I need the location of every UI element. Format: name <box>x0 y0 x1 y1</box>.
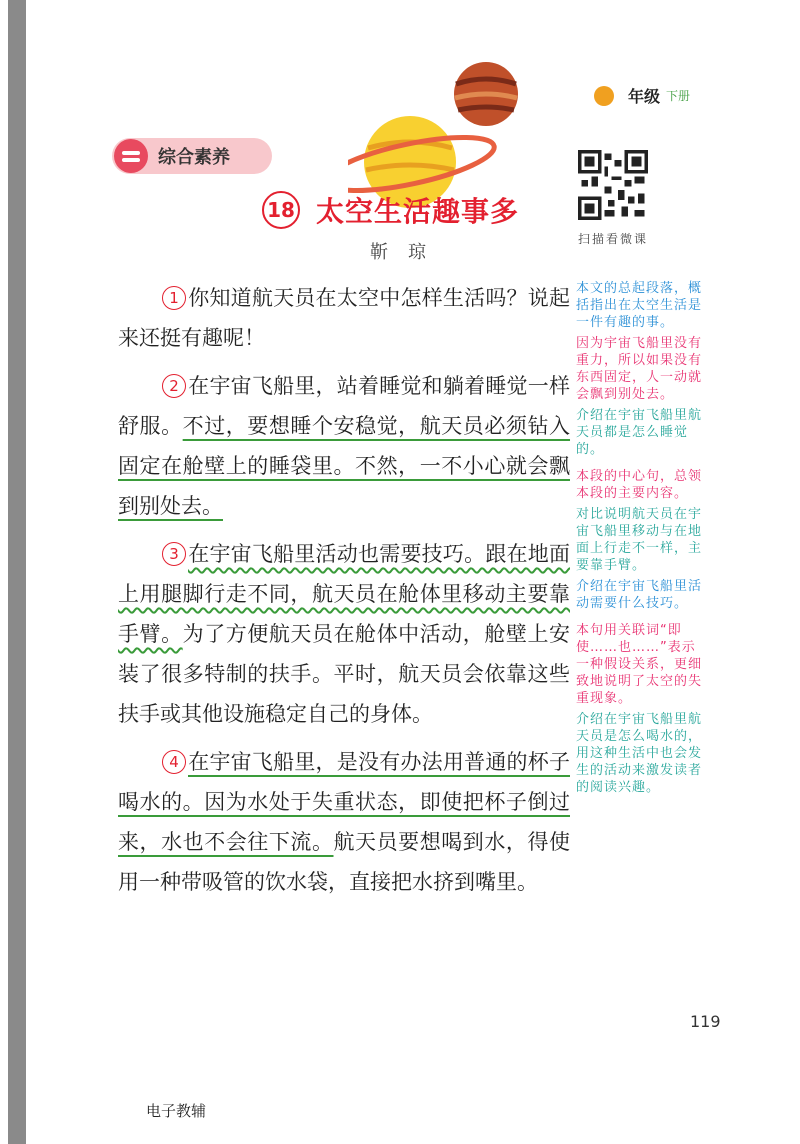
footer-watermark: 电子教辅 <box>146 1102 207 1120</box>
page-spine <box>8 0 26 1144</box>
margin-note: 因为宇宙飞船里没有重力，所以如果没有东西固定，人一动就会飘到别处去。 <box>576 336 703 402</box>
margin-note: 介绍在宇宙飞船里航天员都是怎么睡觉的。 <box>576 408 703 457</box>
paragraph-number: 1 <box>162 286 186 310</box>
underlined-sentence: 不过，要想睡个安稳觉，航天员必须钻入固定在舱壁上的睡袋里。不然，一不小心就会飘到别处去。 <box>118 414 571 518</box>
paragraph-text: 在宇宙飞船里，站着睡觉和躺着睡觉一样舒服。 <box>118 374 570 438</box>
paragraph-3 <box>118 534 570 734</box>
qr-code-icon[interactable] <box>578 150 648 220</box>
margin-note: 介绍在宇宙飞船里航天员是怎么喝水的，用这种生活中也会发生的活动来激发读者的阅读兴趣。 <box>576 712 703 795</box>
author-name: 靳琼 <box>370 242 446 263</box>
grade-indicator <box>594 84 690 107</box>
paragraph-number: 3 <box>162 542 186 566</box>
margin-note: 对比说明航天员在宇宙飞船里移动与在地面上行走不一样，主要靠手臂。 <box>576 507 703 573</box>
wavy-underlined-sentence: 在宇宙飞船里活动也需要技巧。跟在地面上用腿脚行走不同，航天员在舱体里移动主要靠手臂。 <box>118 542 570 646</box>
lesson-number: 18 <box>262 191 300 229</box>
paragraph-text: 你知道航天员在太空中怎样生活吗？说起来还挺有趣呢！ <box>118 286 570 350</box>
margin-notes <box>576 280 706 800</box>
paragraph-2 <box>118 366 570 526</box>
lesson-title: 太空生活趣事多 <box>316 195 520 228</box>
page-number: 119 <box>690 1012 721 1031</box>
qr-caption: 扫描看微课 <box>578 232 649 246</box>
paragraph-1 <box>118 278 570 358</box>
lesson-body <box>118 278 570 910</box>
unit-label: 综合素养 <box>158 147 230 168</box>
paragraph-text: 为了方便航天员在舱体中活动，舱壁上安装了很多特制的扶手。平时，航天员会依靠这些扶手或其他设施稳定自己的身体。 <box>118 622 571 726</box>
paragraph-number: 4 <box>162 750 186 774</box>
paragraph-number: 2 <box>162 374 186 398</box>
grade-label: 年级 <box>628 87 661 106</box>
underlined-sentence: 在宇宙飞船里，是没有办法用普通的杯子喝水的。因为水处于失重状态，即使把杯子倒过来，水也不会往下流。 <box>118 750 570 854</box>
grade-volume: 下册 <box>666 89 691 103</box>
unit-badge <box>112 138 272 174</box>
paragraph-text: 航天员要想喝到水，得使用一种带吸管的饮水袋，直接把水挤到嘴里。 <box>118 830 570 894</box>
paragraph-4 <box>118 742 570 902</box>
margin-note: 本句用关联词“即使……也……”表示一种假设关系，更细致地说明了太空的失重现象。 <box>576 623 703 706</box>
margin-note: 本文的总起段落，概括指出在太空生活是一件有趣的事。 <box>576 281 703 330</box>
margin-note: 介绍在宇宙飞船里活动需要什么技巧。 <box>576 579 703 611</box>
grade-number-icon <box>594 86 614 106</box>
margin-note: 本段的中心句，总领本段的主要内容。 <box>576 469 703 501</box>
lesson-heading <box>262 190 519 230</box>
unit-number-icon <box>114 139 148 173</box>
